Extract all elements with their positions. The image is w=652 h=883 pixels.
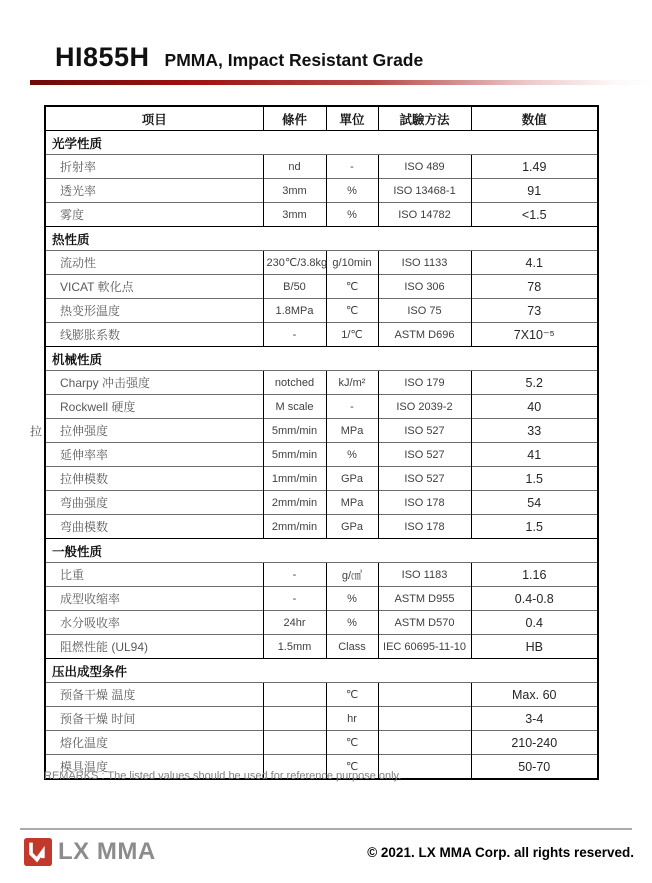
property-unit: 1/℃ bbox=[326, 323, 378, 347]
table-row bbox=[45, 419, 598, 443]
lx-logo-icon bbox=[24, 838, 52, 866]
property-unit: ℃ bbox=[326, 275, 378, 299]
property-condition: nd bbox=[263, 155, 326, 179]
property-condition: 3mm bbox=[263, 179, 326, 203]
property-test-method bbox=[378, 707, 471, 731]
table-row bbox=[45, 491, 598, 515]
property-unit: Class bbox=[326, 635, 378, 659]
table-row bbox=[45, 563, 598, 587]
col-header-value: 数值 bbox=[471, 106, 598, 131]
property-test-method bbox=[378, 731, 471, 755]
property-value: Max. 60 bbox=[471, 683, 598, 707]
property-test-method: ISO 179 bbox=[378, 371, 471, 395]
property-value: 1.16 bbox=[471, 563, 598, 587]
property-condition: 1mm/min bbox=[263, 467, 326, 491]
property-unit: % bbox=[326, 203, 378, 227]
table-row bbox=[45, 323, 598, 347]
property-condition: 1.5mm bbox=[263, 635, 326, 659]
property-condition: 2mm/min bbox=[263, 491, 326, 515]
section-header-row bbox=[45, 131, 598, 155]
property-value: 50-70 bbox=[471, 755, 598, 780]
property-test-method: ISO 2039-2 bbox=[378, 395, 471, 419]
property-value: 1.5 bbox=[471, 515, 598, 539]
property-value: 33 bbox=[471, 419, 598, 443]
remarks-text: REMARKS : The listed values should be used for reference purpose only. bbox=[44, 770, 402, 782]
page-title bbox=[55, 42, 423, 73]
property-value: 91 bbox=[471, 179, 598, 203]
property-unit: - bbox=[326, 395, 378, 419]
section-header-row bbox=[45, 227, 598, 251]
property-condition: 5mm/min bbox=[263, 419, 326, 443]
property-test-method: ISO 1183 bbox=[378, 563, 471, 587]
property-value: 5.2 bbox=[471, 371, 598, 395]
property-value: 1.49 bbox=[471, 155, 598, 179]
property-name: VICAT 軟化点 bbox=[45, 275, 263, 299]
property-test-method: ISO 489 bbox=[378, 155, 471, 179]
col-header-condition: 條件 bbox=[263, 106, 326, 131]
property-unit: MPa bbox=[326, 419, 378, 443]
property-condition: 1.8MPa bbox=[263, 299, 326, 323]
section-title: 压出成型条件 bbox=[45, 659, 598, 683]
property-unit: ℃ bbox=[326, 755, 378, 780]
property-condition bbox=[263, 731, 326, 755]
property-test-method: ISO 14782 bbox=[378, 203, 471, 227]
section-title: 光学性质 bbox=[45, 131, 598, 155]
property-condition: 24hr bbox=[263, 611, 326, 635]
property-name: Rockwell 硬度 bbox=[45, 395, 263, 419]
property-value: 210-240 bbox=[471, 731, 598, 755]
property-test-method: ISO 527 bbox=[378, 443, 471, 467]
property-condition: 230℃/3.8kg bbox=[263, 251, 326, 275]
table-row bbox=[45, 611, 598, 635]
property-unit: kJ/m² bbox=[326, 371, 378, 395]
property-name: 成型收缩率 bbox=[45, 587, 263, 611]
property-name: 透光率 bbox=[45, 179, 263, 203]
property-unit: g/㎤ bbox=[326, 563, 378, 587]
property-name: 延伸率率 bbox=[45, 443, 263, 467]
property-condition: 5mm/min bbox=[263, 443, 326, 467]
section-header-row bbox=[45, 347, 598, 371]
property-test-method: ISO 527 bbox=[378, 467, 471, 491]
table-row bbox=[45, 515, 598, 539]
property-test-method: IEC 60695-11-10 bbox=[378, 635, 471, 659]
col-header-method: 試驗方法 bbox=[378, 106, 471, 131]
property-unit: % bbox=[326, 443, 378, 467]
section-title: 热性质 bbox=[45, 227, 598, 251]
property-test-method: ISO 306 bbox=[378, 275, 471, 299]
table-row bbox=[45, 155, 598, 179]
property-value: <1.5 bbox=[471, 203, 598, 227]
logo-wordmark: LX MMA bbox=[58, 838, 156, 865]
grade-description: PMMA, Impact Resistant Grade bbox=[164, 50, 424, 70]
property-unit: % bbox=[326, 179, 378, 203]
col-header-item: 项目 bbox=[45, 106, 263, 131]
section-header-row bbox=[45, 659, 598, 683]
property-test-method: ISO 178 bbox=[378, 491, 471, 515]
table-row bbox=[45, 683, 598, 707]
property-value: 40 bbox=[471, 395, 598, 419]
table-header-row bbox=[45, 106, 598, 131]
table-row bbox=[45, 467, 598, 491]
table-row bbox=[45, 635, 598, 659]
red-gradient-rule bbox=[30, 80, 652, 85]
table-row bbox=[45, 707, 598, 731]
property-name: 线膨胀系数 bbox=[45, 323, 263, 347]
property-test-method: ISO 13468-1 bbox=[378, 179, 471, 203]
property-value: 73 bbox=[471, 299, 598, 323]
property-test-method: ASTM D696 bbox=[378, 323, 471, 347]
property-test-method: ASTM D570 bbox=[378, 611, 471, 635]
property-name: Charpy 冲击强度 bbox=[45, 371, 263, 395]
property-name: 阻燃性能 (UL94) bbox=[45, 635, 263, 659]
property-name: 弯曲模数 bbox=[45, 515, 263, 539]
property-condition bbox=[263, 683, 326, 707]
property-test-method: ISO 178 bbox=[378, 515, 471, 539]
table-row bbox=[45, 443, 598, 467]
property-unit: g/10min bbox=[326, 251, 378, 275]
property-name bbox=[30, 419, 263, 443]
property-condition: - bbox=[263, 323, 326, 347]
table-row bbox=[45, 179, 598, 203]
property-unit: ℃ bbox=[326, 299, 378, 323]
property-unit: GPa bbox=[326, 515, 378, 539]
property-value: 7X10⁻⁵ bbox=[471, 323, 598, 347]
property-unit: - bbox=[326, 155, 378, 179]
property-unit: ℃ bbox=[326, 731, 378, 755]
table-row bbox=[45, 299, 598, 323]
property-name: 拉伸模数 bbox=[45, 467, 263, 491]
property-value: 1.5 bbox=[471, 467, 598, 491]
property-name: 热变形温度 bbox=[45, 299, 263, 323]
spec-table bbox=[30, 105, 599, 780]
table-row bbox=[45, 371, 598, 395]
copyright-text: © 2021. LX MMA Corp. all rights reserved. bbox=[367, 845, 634, 860]
property-name-label: 拉伸强度 bbox=[60, 424, 109, 438]
property-condition bbox=[263, 707, 326, 731]
property-test-method: ISO 1133 bbox=[378, 251, 471, 275]
property-test-method: ISO 75 bbox=[378, 299, 471, 323]
table-row bbox=[45, 203, 598, 227]
property-value: 4.1 bbox=[471, 251, 598, 275]
table-row bbox=[45, 275, 598, 299]
property-name: 流动性 bbox=[45, 251, 263, 275]
property-name: 比重 bbox=[45, 563, 263, 587]
property-condition: notched bbox=[263, 371, 326, 395]
property-name: 水分吸收率 bbox=[45, 611, 263, 635]
property-test-method bbox=[378, 683, 471, 707]
property-name: 预备干燥 温度 bbox=[45, 683, 263, 707]
section-title: 一般性质 bbox=[45, 539, 598, 563]
property-value: 41 bbox=[471, 443, 598, 467]
col-header-unit: 單位 bbox=[326, 106, 378, 131]
property-unit: MPa bbox=[326, 491, 378, 515]
property-unit: % bbox=[326, 587, 378, 611]
property-condition: 2mm/min bbox=[263, 515, 326, 539]
footer-divider bbox=[20, 828, 632, 830]
property-test-method: ASTM D955 bbox=[378, 587, 471, 611]
property-name: 预备干燥 时间 bbox=[45, 707, 263, 731]
property-condition: M scale bbox=[263, 395, 326, 419]
table-row bbox=[45, 587, 598, 611]
section-title: 机械性质 bbox=[45, 347, 598, 371]
grade-code: HI855H bbox=[55, 42, 150, 72]
overflow-char: 拉 bbox=[30, 424, 43, 438]
table-row bbox=[45, 251, 598, 275]
company-logo bbox=[24, 838, 156, 866]
property-unit: GPa bbox=[326, 467, 378, 491]
section-header-row bbox=[45, 539, 598, 563]
property-condition: - bbox=[263, 587, 326, 611]
property-value: HB bbox=[471, 635, 598, 659]
property-value: 0.4 bbox=[471, 611, 598, 635]
property-condition: B/50 bbox=[263, 275, 326, 299]
property-test-method: ISO 527 bbox=[378, 419, 471, 443]
table-row bbox=[45, 731, 598, 755]
property-name: 折射率 bbox=[45, 155, 263, 179]
property-condition: 3mm bbox=[263, 203, 326, 227]
property-value: 54 bbox=[471, 491, 598, 515]
property-name: 弯曲强度 bbox=[45, 491, 263, 515]
table-row bbox=[45, 395, 598, 419]
property-name: 雾度 bbox=[45, 203, 263, 227]
property-name: 熔化温度 bbox=[45, 731, 263, 755]
property-unit: % bbox=[326, 611, 378, 635]
property-condition: - bbox=[263, 563, 326, 587]
property-value: 0.4-0.8 bbox=[471, 587, 598, 611]
property-unit: ℃ bbox=[326, 683, 378, 707]
property-name: 模具温度 bbox=[45, 755, 263, 780]
property-value: 78 bbox=[471, 275, 598, 299]
property-unit: hr bbox=[326, 707, 378, 731]
property-value: 3-4 bbox=[471, 707, 598, 731]
